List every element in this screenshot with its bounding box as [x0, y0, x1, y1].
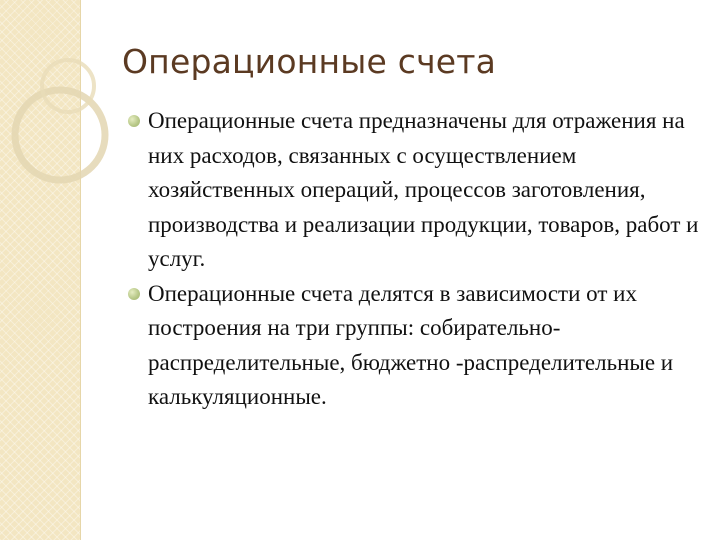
decorative-ring-large	[15, 90, 105, 180]
bullet-item	[128, 277, 703, 415]
slide-title: Операционные счета	[122, 42, 497, 81]
bullet-text: Операционные счета предназначены для отражения на них расходов, связанных с осуществлением хозяйственных операций, процессов заготовления, производства и реализации продукции, товаров, работ и услуг.	[148, 108, 699, 271]
bullet-dot-icon	[128, 115, 140, 127]
decorative-ring-small	[42, 60, 94, 112]
bullet-item	[128, 104, 703, 277]
bullet-text: Операционные счета делятся в зависимости от их построения на три группы: собирательно-распределительные, бюджетно -распределительные и калькуляционные.	[148, 280, 674, 409]
decorative-rings	[0, 0, 140, 200]
bullet-list	[128, 104, 703, 415]
bullet-dot-icon	[128, 288, 140, 300]
